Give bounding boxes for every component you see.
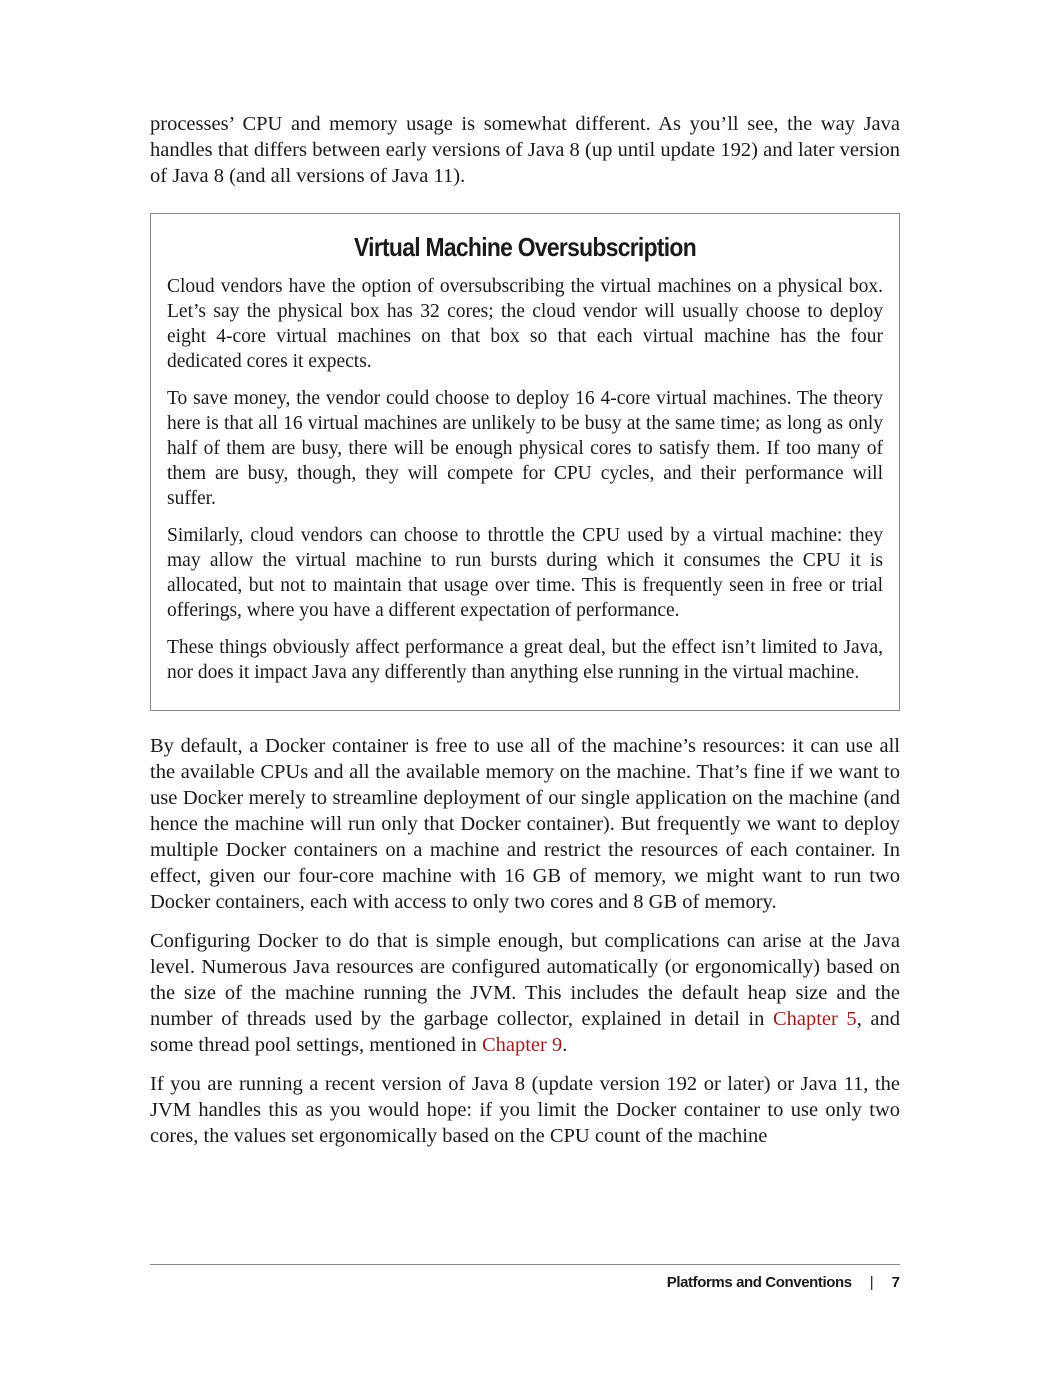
footer-section-title: Platforms and Conventions: [666, 1274, 852, 1291]
footer-rule: [150, 1264, 900, 1265]
footer-page-number: 7: [891, 1274, 900, 1291]
chapter-5-link[interactable]: Chapter 5: [772, 1008, 857, 1030]
sidebar-paragraph-2: To save money, the vendor could choose to deploy 16 4-core virtual machines. The theory here is that all 16 virtual machines are unlikely to be busy at the same time; as long as only half of them are busy, there will be enough physical cores to satisfy them. If too many of them are busy, though, they will compete for CPU cycles, and their performance will suffer.: [167, 388, 883, 509]
intro-paragraph: processes’ CPU and memory usage is somewhat different. As you’ll see, the way Java handles that differs between early versions of Java 8 (up until update 192) and later version of Java 8 (and all versions of Java 11).: [150, 113, 900, 187]
sidebar-paragraph-1: Cloud vendors have the option of oversubscribing the virtual machines on a physical box. Let’s say the physical box has 32 cores; the cloud vendor will usually choose to deploy eight 4-core virtual machines on that box so that each virtual machine has the four dedicated cores it expects.: [167, 276, 883, 372]
sidebar-box: [150, 213, 900, 711]
body-paragraph-2-text-a: Configuring Docker to do that is simple enough, but complications can arise at the Java level. Numerous Java resources are configured automatically (or ergonomically) based on the size of the machine running the JVM. This includes the default heap size and the number of threads used by the garbage collector, explained in detail in: [150, 930, 900, 1030]
page-content: [150, 111, 900, 1162]
footer-separator: |: [869, 1274, 874, 1291]
body-paragraph-1: By default, a Docker container is free to use all of the machine’s resources: it can use all the available CPUs and all the available memory on the machine. That’s fine if we want to use Docker merely to streamline deployment of our single application on the machine (and hence the machine will run only that Docker container). But frequently we want to deploy multiple Docker containers on a machine and restrict the resources of each container. In effect, given our four-core machine with 16 GB of memory, we might want to run two Docker containers, each with access to only two cores and 8 GB of memory.: [150, 735, 900, 913]
sidebar-title: Virtual Machine Oversubscription: [354, 232, 696, 262]
body-paragraph-2: [150, 928, 900, 1058]
sidebar-paragraph-3: Similarly, cloud vendors can choose to throttle the CPU used by a virtual machine: they may allow the virtual machine to run bursts during which it consumes the CPU it is allocated, but not to maintain that usage over time. This is frequently seen in free or trial offerings, where you have a different expectation of performance.: [167, 525, 883, 621]
body-paragraph-2-text-b: , and some thread pool settings, mentioned in: [150, 1008, 900, 1056]
page-footer: [667, 1272, 900, 1294]
body-paragraph-2-text-c: .: [562, 1034, 568, 1056]
chapter-9-link[interactable]: Chapter 9: [481, 1034, 563, 1056]
sidebar-paragraph-4: These things obviously affect performance a great deal, but the effect isn’t limited to Java, nor does it impact Java any differently than anything else running in the virtual machine.: [167, 637, 883, 683]
body-paragraph-3: If you are running a recent version of Java 8 (update version 192 or later) or Java 11, the JVM handles this as you would hope: if you limit the Docker container to use only two cores, the values set ergonomically based on the CPU count of the machine: [150, 1073, 900, 1147]
